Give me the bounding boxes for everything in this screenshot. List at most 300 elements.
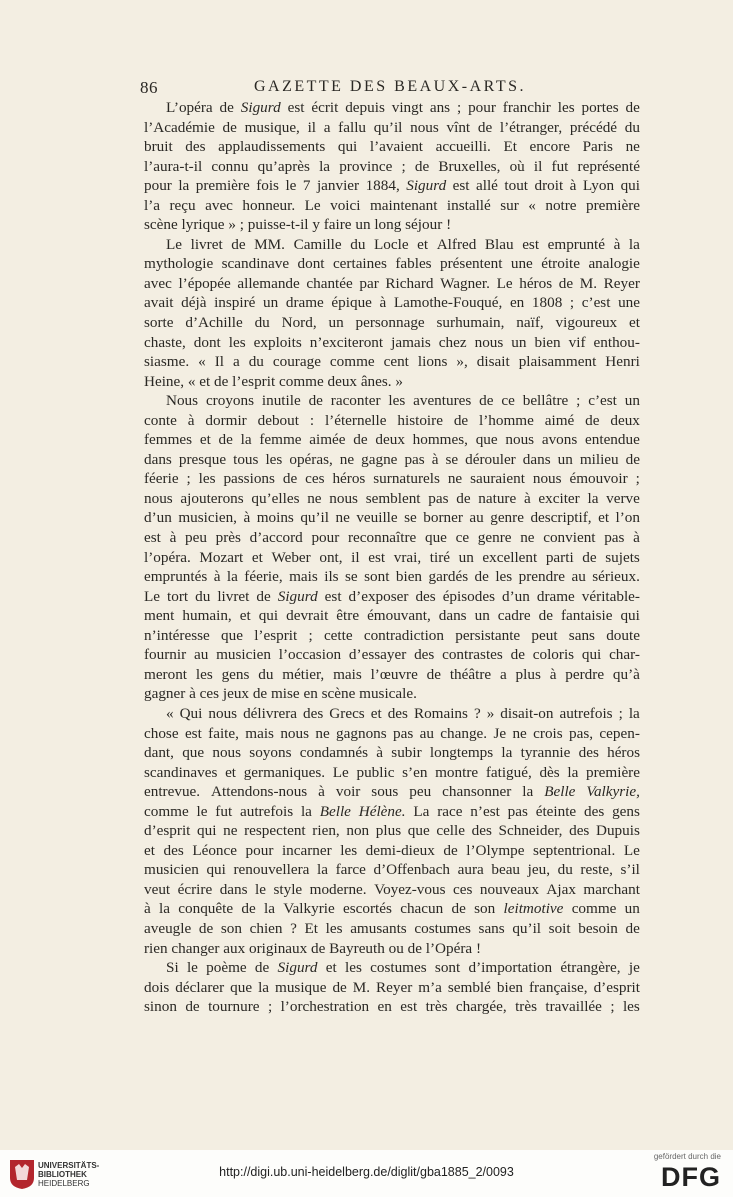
word: aveugle [144,919,192,937]
word: dans [438,607,467,625]
word: un [474,607,490,625]
word: étroite [541,255,581,273]
word: Dupuis [595,822,640,840]
text-line [144,939,640,959]
word: scandinaves [144,763,218,781]
word: applaudissements [218,138,326,156]
text-line [144,137,640,157]
word: sujets [605,548,640,566]
word: un [624,900,640,918]
word: du [350,235,366,253]
word: allemande [237,274,300,292]
word: disait [476,353,510,371]
text-line [144,645,640,665]
word: fallu [338,118,367,136]
word: « [528,196,536,214]
word: ; [239,216,244,234]
word: chez [438,333,467,351]
word: les [265,450,283,468]
word: de [426,665,441,683]
word: fut [551,157,569,175]
word: nous [532,470,562,488]
word: la [319,157,331,175]
word: de [456,489,471,507]
word: personnage [355,314,425,332]
word: semblent [365,489,421,507]
word: plaisamment [518,353,597,371]
word: moderne. [309,880,367,898]
word: exciter [538,489,580,507]
word: le [196,802,208,820]
word: mais [289,568,318,586]
word: dois [144,978,170,996]
word: installé [446,196,491,214]
word: demi-dieux [365,841,435,859]
word: des [303,704,324,722]
word: nous [329,489,358,507]
word: de [538,607,553,625]
word: contrastes [442,646,503,664]
word: », [456,353,468,371]
word: ne [512,724,527,742]
word: des [387,704,408,722]
word: Paris [582,138,613,156]
text-line [144,860,640,880]
word: ces [199,685,220,703]
word: de [582,548,597,566]
word: de [222,118,237,136]
word: sauraient [470,470,525,488]
text-line [144,528,640,548]
word: entendue [585,431,640,449]
word: à [379,294,387,312]
word: et [144,841,155,859]
article-text [144,98,640,1017]
word: les [388,392,406,410]
word: déjà [181,294,207,312]
word: de [474,568,489,586]
word: gagne [361,450,398,468]
italic-word: Valkyrie, [586,783,640,801]
text-line [144,919,640,939]
word: race [437,802,463,820]
word: tort [167,587,189,605]
word: un [511,333,527,351]
word: jeux [222,685,250,703]
word: est [400,998,418,1016]
word: borner [423,509,463,527]
text-line [144,508,640,528]
word: d’importation [468,959,553,977]
word: dont [297,255,325,273]
word: « [187,372,196,390]
word: maintenant [369,196,438,214]
word: la [226,568,238,586]
word: musicien [216,646,271,664]
word: Schneider, [498,822,563,840]
word: que [424,529,447,547]
word: par [359,274,379,292]
word: encore [529,138,570,156]
word: drame [285,294,324,312]
word: portes [581,99,619,116]
word: conte [144,411,177,429]
page-number: 86 [140,78,158,97]
word: l’orchestration [280,998,370,1016]
word: et [251,548,263,566]
text-line [144,782,640,802]
word: siasme. [144,353,190,371]
word: cent [383,353,409,371]
word: sur [500,196,519,214]
italic-word: Belle [544,783,576,801]
word: de [254,959,270,977]
word: ne [339,450,355,468]
word: Romains [413,704,468,722]
word: ; [618,704,623,722]
word: nous [212,744,242,762]
word: dans [219,880,248,898]
word: très [425,998,448,1016]
dfg-logo: DFG [661,1162,721,1192]
word: Lamothe-Fouqué, [393,294,503,312]
word: séjour [405,216,443,234]
word: musicien, [178,509,237,527]
word: mise [270,685,300,703]
word: déclarer [175,978,225,996]
word: être [336,607,360,625]
word: surhumain, [436,314,505,332]
word: enthou- [593,333,640,351]
word: gardés [428,568,469,586]
word: les [198,470,216,488]
word: ! [446,216,452,234]
word: pas [604,529,625,547]
word: chantée [306,274,353,292]
word: et [370,704,382,722]
word: de [510,646,525,664]
word: ans [429,99,451,116]
word: pas [393,724,414,742]
word: à [376,744,384,762]
word: des [415,587,436,605]
word: L’opéra [166,99,213,116]
word: rien, [312,822,340,840]
word: fantaisie [561,607,613,625]
word: M. [352,978,371,996]
word: de [625,99,640,116]
word: de [558,274,574,292]
word: ? [473,704,481,722]
word: d’exposer [348,587,409,605]
word: héros [607,744,640,762]
word: ; [610,998,615,1016]
word: comme [571,900,617,918]
word: long [374,216,402,234]
word: de [451,900,466,918]
word: : [309,411,315,429]
word: de [625,919,640,937]
word: de [332,978,347,996]
word: non [346,822,370,840]
text-line [144,958,640,978]
word: qu’après [257,157,310,175]
text-line [144,215,640,235]
word: se [345,568,358,586]
text-line [144,821,640,841]
permalink-url[interactable]: http://digi.ub.uni-heidelberg.de/diglit/gba1885_2/0093 [219,1165,514,1179]
word: l’opéra. [144,548,191,566]
word: Nous [166,392,199,410]
word: un [328,314,344,332]
word: n’est [470,802,500,820]
word: pas [404,450,425,468]
word: Je [493,724,507,742]
text-line [144,802,640,822]
word: ne [447,470,463,488]
word: de [185,998,200,1016]
word: de [256,587,271,605]
word: raconter [330,392,381,410]
word: en [303,685,318,703]
word: écrit [311,99,339,116]
word: comme [329,353,375,371]
word: comme [144,802,189,820]
word: avons [541,431,578,449]
word: représenté [577,157,640,175]
word: incarner [281,841,332,859]
funding-note: gefördert durch die [653,1152,721,1161]
word: condamnés [299,744,369,762]
word: sans [568,626,595,644]
word: femmes [144,431,193,449]
word: Valkyrie [283,900,335,918]
word: du [195,587,211,605]
word: voir [335,783,361,801]
word: qui [620,177,640,195]
word: ne [335,509,350,527]
word: la [240,431,252,449]
word: ne [223,822,238,840]
text-line [144,724,640,744]
text-line [144,430,640,450]
word: renouvellera [233,861,310,879]
word: émouvant, [367,607,431,625]
word: au [469,509,484,527]
word: l’Académie [144,118,215,136]
word: de [353,431,368,449]
word: entrevue. [144,783,201,801]
word: musicale. [359,685,417,703]
word: tout [504,177,529,195]
word: chargée, [455,998,507,1016]
word: du [258,665,274,683]
word: mythologie [144,255,214,273]
text-line [144,274,640,294]
word: c’est [581,294,611,312]
word: livret [217,587,250,605]
word: gagnons [336,724,387,742]
word: puisse-t-il [247,216,309,234]
word: semblé [447,978,491,996]
word: présentent [440,255,503,273]
word: doute [606,626,640,644]
word: les [622,998,640,1016]
word: est [522,235,540,253]
word: char- [609,646,640,664]
word: soit [548,919,571,937]
word: l’on [615,509,640,527]
text-line [144,411,640,431]
word: épisodes [442,587,495,605]
word: première [586,196,640,214]
word: prendre [518,568,566,586]
word: s’en [402,763,428,781]
word: honneur. [242,196,296,214]
word: deux [327,372,358,390]
word: la [587,489,599,507]
word: à [189,685,196,703]
word: qu’il [300,509,329,527]
italic-word: Sigurd [277,587,318,605]
text-line [144,548,640,568]
word: chien [249,919,283,937]
word: ces [452,880,473,898]
library-name: UNIVERSITÄTS- BIBLIOTHEK HEIDELBERG [38,1161,100,1188]
word: la [258,978,270,996]
word: à [144,900,151,918]
word: au [419,724,434,742]
word: à [318,783,325,801]
word: Mozart [199,548,244,566]
word: changer [171,939,220,957]
word: de [252,685,268,703]
word: ; [576,392,581,410]
word: des [414,646,435,664]
word: Locle [374,235,409,253]
word: Le [332,763,349,781]
word: l’occasion [278,646,342,664]
word: à [169,529,177,547]
word: Le [304,196,321,214]
word: public [356,763,395,781]
word: « [198,353,206,371]
word: n’exciteront [309,333,384,351]
word: de [311,939,326,957]
word: convient [543,529,596,547]
word: moins [256,509,294,527]
word: qui [197,822,217,840]
word: la [567,763,579,781]
word: l’œuvre [370,665,418,683]
word: y [312,216,320,234]
word: les [495,568,513,586]
word: du [557,861,573,879]
word: dans [522,450,551,468]
word: ce [501,392,515,410]
word: l’éternelle [324,411,387,429]
word: deux [610,411,640,429]
text-line [144,899,640,919]
word: de [219,99,234,116]
word: ne [307,489,322,507]
text-line [144,743,640,763]
word: son [474,900,496,918]
word: nous [208,704,238,722]
word: surnaturels [373,470,440,488]
word: une [510,255,533,273]
word: les [228,333,246,351]
word: Ajax [546,880,576,898]
word: femme [259,431,302,449]
word: et [199,431,211,449]
word: aux [223,939,246,957]
word: beau [491,861,521,879]
word: celle [436,822,465,840]
word: ce [455,529,470,547]
word: scène [144,216,178,234]
word: d’un [144,509,172,527]
word: l’esprit [232,372,276,390]
text-line [144,391,640,411]
word: à [633,529,640,547]
word: ? [290,919,297,937]
word: aura [457,861,484,879]
word: le [285,177,297,195]
word: près [215,529,241,547]
word: de [443,841,458,859]
funder-credit [631,1152,721,1194]
word: plus [515,665,541,683]
word: que [475,431,498,449]
word: genre [477,529,512,547]
word: La [413,802,430,820]
word: disait-on [500,704,554,722]
word: chacun [400,900,444,918]
word: dont [193,333,221,351]
word: Léonce [192,841,237,859]
word: d’esprit [144,822,191,840]
word: bien [534,333,561,351]
word: reconnaître [347,529,417,547]
word: ; [569,294,575,312]
word: verve [606,489,640,507]
word: ne [315,724,330,742]
word: de [198,919,214,937]
word: la [317,861,328,879]
word: persistante [455,626,521,644]
word: à [569,177,577,195]
text-line [144,665,640,685]
word: vingt [391,99,423,116]
word: la [264,900,275,918]
word: Lyon [582,177,615,195]
word: ne [520,529,535,547]
word: sérieux. [592,568,640,586]
word: un [355,216,371,234]
word: depuis [345,99,385,116]
word: province [339,157,393,175]
text-line [144,626,640,646]
word: comme [278,372,324,390]
word: passions [223,470,275,488]
word: la [522,783,534,801]
text-line [144,333,640,353]
word: les [195,665,213,683]
word: bien [395,568,423,586]
word: peu [185,529,207,547]
word: de [453,411,469,429]
